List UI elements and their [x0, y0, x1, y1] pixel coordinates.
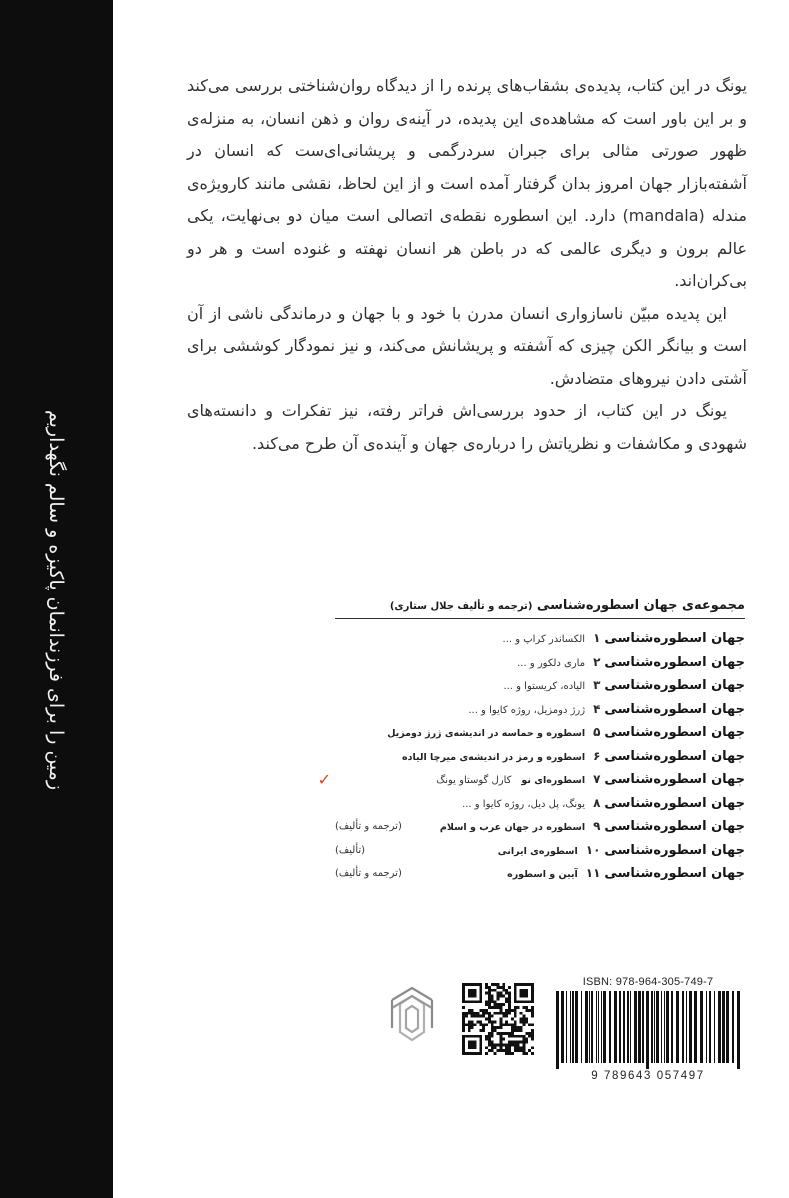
series-item-subtitle: اسطوره‌ای نو: [521, 775, 586, 786]
series-item: [335, 862, 745, 886]
series-item-subtitle: اسطوره‌ی ایرانی: [497, 845, 578, 857]
series-item-number: ۲: [593, 654, 601, 669]
isbn-label: ISBN: 978-964-305-749-7: [582, 976, 714, 988]
series-items: [317, 627, 745, 886]
qr-code: [462, 983, 534, 1055]
barcode-bars: [548, 991, 748, 1069]
series-item-author: الکساندر کراپ و ...: [502, 634, 586, 645]
series-item: [335, 721, 745, 745]
series-item-name: جهان اسطوره‌شناسی: [604, 842, 745, 858]
series-item: [335, 651, 745, 675]
series-item-subtitle: اسطوره و حماسه در اندیشه‌ی ژرژ دومزیل: [387, 728, 586, 739]
series-item-name: جهان اسطوره‌شناسی: [604, 772, 745, 787]
spine-slogan: زمین را برای فرزندانمان پاکیزه و سالم نگهداریم: [45, 409, 67, 791]
series-item-number: ۱: [593, 631, 601, 645]
description-paragraph-1: یونگ در این کتاب، پدیده‌ی بشقاب‌های پرنده را از دیدگاه روان‌شناختی بررسی می‌کند و بر این باور است که مشاهده‌ی این پدیده، در آینه‌ی روان و ذهن انسان، به منزله‌ی ظهور صورتی مثالی برای جبران سردرگمی و پریشانی‌ای‌ست که انسان در آشفته‌بازار جهان امروز بدان گرفتار آمده است و از این لحاظ، نقشی مانند کارویژه‌ی مندله (mandala) دارد. این اسطوره نقطه‌ی اتصالی است میان دو بی‌نهایت، یکی عالم برون و دیگری عالمی که در باطن هر انسان نهفته و غنوده است و هر دو بی‌کران‌اند.: [187, 76, 747, 290]
publisher-logo: [386, 986, 438, 1042]
book-spine: [0, 0, 113, 1198]
series-item: [335, 627, 745, 651]
series-item-name: جهان اسطوره‌شناسی: [604, 631, 745, 646]
description-paragraph-3: یونگ در این کتاب، از حدود بررسی‌اش فراتر رفته، نیز تفکرات و دانسته‌های شهودی و مکاشفات و نظریاتش را درباره‌ی جهان و آینده‌ی آن طرح می‌کند.: [187, 401, 747, 453]
series-item-number: ۱۱: [585, 866, 601, 880]
series-item: [317, 768, 745, 792]
series-item-name: جهان اسطوره‌شناسی: [604, 678, 745, 693]
series-item: [335, 698, 745, 722]
series-item-number: ۱۰: [585, 842, 601, 857]
book-description: [187, 70, 747, 460]
checkmark-icon: ✓: [317, 770, 331, 789]
series-item-name: جهان اسطوره‌شناسی: [604, 795, 745, 811]
series-item-name: جهان اسطوره‌شناسی: [604, 725, 745, 740]
series-item-note: (ترجمه و تألیف): [335, 868, 402, 879]
series-item-author: کارل گوستاو یونگ: [436, 775, 512, 786]
barcode-digits: 9 789643 057497: [591, 1070, 705, 1082]
series-item: [335, 745, 745, 769]
series-item-name: جهان اسطوره‌شناسی: [604, 748, 745, 764]
series-item-name: جهان اسطوره‌شناسی: [604, 866, 745, 881]
series-item-name: جهان اسطوره‌شناسی: [604, 819, 745, 834]
series-item-note: (تألیف): [335, 844, 366, 856]
series-item-subtitle: اسطوره و رمز در اندیشه‌ی میرچا الیاده: [402, 751, 586, 763]
series-list-box: [317, 598, 745, 886]
series-item-number: ۴: [593, 701, 601, 716]
series-item-note: (ترجمه و تألیف): [335, 821, 402, 832]
description-paragraph-2: این پدیده مبیّن ناسازواری انسان مدرن با خود و با جهان و درماندگی ناشی از آن است و بیانگر الکن چیزی که آشفته و پریشانش می‌کند، و نیز نمودگار کوششی برای آشتی دادن نیروهای متضادش.: [187, 303, 747, 388]
series-item-number: ۹: [593, 819, 601, 833]
series-title: مجموعه‌ی جهان اسطوره‌شناسی: [536, 598, 745, 613]
series-item-number: ۳: [593, 678, 601, 692]
series-item-number: ۶: [593, 748, 601, 763]
series-item-number: ۵: [593, 725, 601, 739]
series-item-name: جهان اسطوره‌شناسی: [604, 654, 745, 670]
series-item-author: یونگ، پل دیل، روژه کایوا و ...: [462, 798, 586, 810]
isbn-barcode: [548, 975, 748, 1085]
series-item-author: الیاده، کریستوا و ...: [503, 681, 586, 692]
series-item: [335, 674, 745, 698]
series-item: [335, 792, 745, 816]
series-item-name: جهان اسطوره‌شناسی: [604, 701, 745, 717]
series-heading: [335, 598, 745, 619]
series-item-author: ژرژ دومزیل، روژه کایوا و ...: [468, 704, 586, 716]
series-item-number: ۸: [593, 795, 601, 810]
series-item-author: ماری دلکور و ...: [517, 657, 586, 669]
series-item-subtitle: آیین و اسطوره: [507, 869, 578, 880]
series-item-subtitle: اسطوره در جهان عرب و اسلام: [439, 822, 586, 833]
series-item: [335, 815, 745, 839]
series-item-number: ۷: [593, 772, 601, 786]
series-item: [335, 839, 745, 863]
series-credit: (ترجمه و تألیف جلال ستاری): [389, 601, 533, 612]
